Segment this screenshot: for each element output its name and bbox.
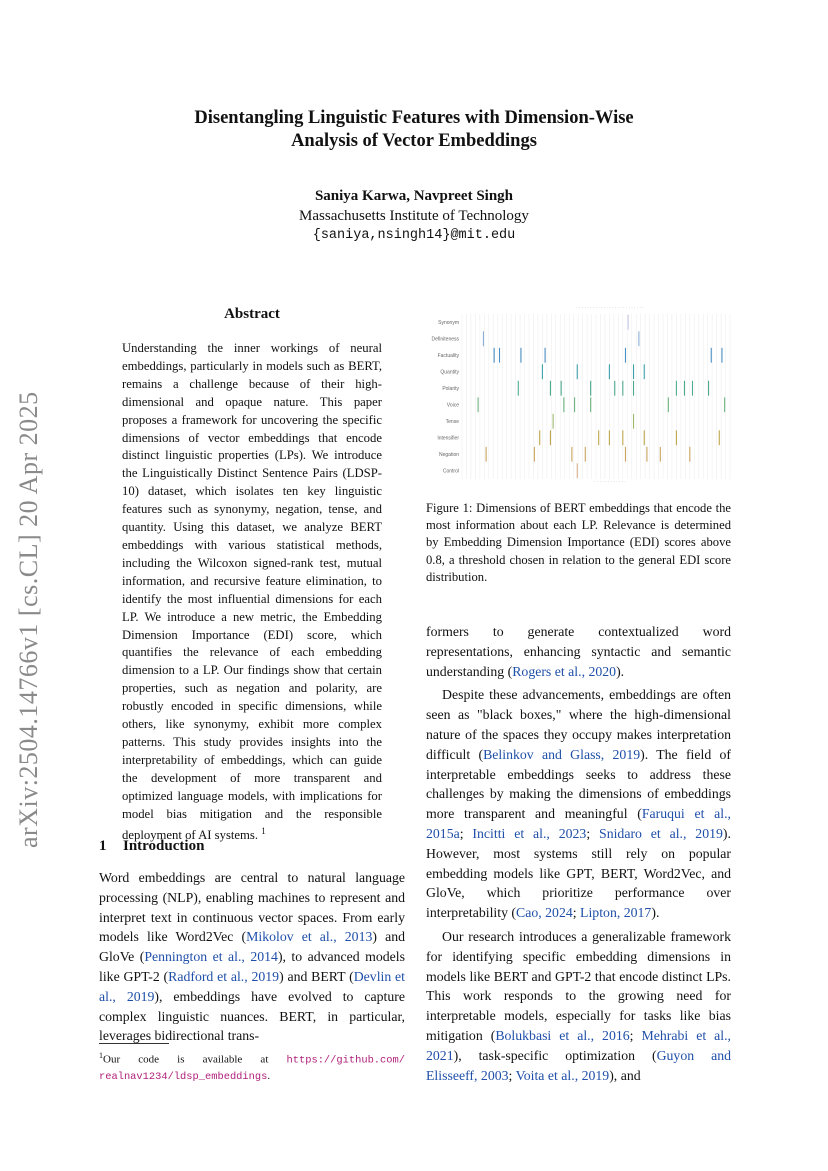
affiliation: Massachusetts Institute of Technology bbox=[299, 208, 529, 224]
figure-1-caption: Figure 1: Dimensions of BERT embeddings that encode the most information about each LP. Relevance is determined by Embedding Dimension Importance (EDI) scores above 0.8, a threshold chosen in relation to the general EDI score distribution. bbox=[426, 501, 731, 584]
right-column-text bbox=[426, 622, 731, 1085]
abstract-body: Understanding the inner workings of neural embeddings, particularly in models such as BERT, remains a challenge because of their high-dimensional and opaque nature. This paper proposes a framework for uncovering the specific dimensions of vector embeddings that encode distinct linguistic properties (LPs). We introduce the Linguistically Distinct Sentence Pairs (LDSP-10) dataset, which isolates ten key linguistic features such as synonymy, negation, tense, and quantity. Using this dataset, we analyze BERT embeddings with various statistical methods, including the Wilcoxon signed-rank test, mutual information, and recursive feature elimination, to identify the most influential dimensions for each LP. We introduce a new metric, the Embedding Dimension Importance (EDI) score, which quantifies the relevance of each embedding dimension to a LP. Our findings show that certain properties, such as negation and polarity, are robustly encoded in specific dimensions, while others, like synonymy, exhibit more complex patterns. This study provides insights into the interpretability of embeddings, which can guide the development of more transparent and optimized language models, with implications for model bias mitigation and the responsible deployment of AI systems. bbox=[122, 341, 382, 843]
citation-link[interactable]: Guyon and Elisseeff, 2003 bbox=[426, 1047, 731, 1083]
section-heading-introduction bbox=[99, 838, 204, 855]
intro-paragraph-3: Our research introduces a generalizable framework for identifying specific embedding dimensions in models like BERT and GPT-2 that encode distinct LPs. This work responds to the growing need for interpretable models, especially for tasks like bias mitigation (Bolukbasi et al., 2016; Mehrabi et al., 2021), task-specific optimization (Guyon and Elisseeff, 2003; Voita et al., 2019), and bbox=[426, 928, 731, 1083]
citation-link[interactable]: Incitti et al., 2023 bbox=[472, 825, 587, 841]
row-label: Control bbox=[442, 468, 459, 475]
section-number: 1 bbox=[99, 838, 107, 854]
abstract-heading: Abstract bbox=[224, 306, 280, 322]
row-label: Voice bbox=[446, 402, 459, 409]
citation-link[interactable]: Belinkov and Glass, 2019 bbox=[483, 746, 641, 762]
section-title: Introduction bbox=[123, 838, 205, 854]
row-label: Negation bbox=[438, 451, 459, 458]
intro-paragraph-1-continued: formers to generate contextualized word representations, enhancing syntactic and semantic understanding (Rogers et al., 2020). bbox=[426, 624, 731, 679]
email: {saniya,nsingh14}@mit.edu bbox=[312, 228, 516, 243]
citation-link[interactable]: Mehrabi et al., 2021 bbox=[426, 1027, 731, 1063]
paper-title bbox=[0, 107, 828, 153]
abstract-text bbox=[122, 340, 382, 846]
author-block bbox=[0, 186, 828, 246]
citation-link[interactable]: Pennington et al., 2014 bbox=[144, 949, 278, 965]
edi-heatmap-svg bbox=[424, 300, 736, 486]
title-line-1: Disentangling Linguistic Features with Dimension-Wise bbox=[194, 108, 634, 128]
citation-link[interactable]: Lipton, 2017 bbox=[580, 905, 652, 921]
author-names: Saniya Karwa, Navpreet Singh bbox=[314, 188, 514, 204]
citation-link[interactable]: Cao, 2024 bbox=[516, 905, 573, 921]
figure-1-dimension-chart bbox=[424, 300, 736, 486]
citation-link[interactable]: Mikolov et al., 2013 bbox=[246, 929, 373, 945]
citation-link[interactable]: Devlin et al., 2019 bbox=[99, 968, 405, 1004]
citation-link[interactable]: Bolukbasi et al., 2016 bbox=[495, 1027, 630, 1043]
left-column-text bbox=[99, 868, 405, 1046]
citation-link[interactable]: Voita et al., 2019 bbox=[515, 1067, 610, 1083]
row-label: Tense bbox=[445, 418, 459, 425]
footnote-mark[interactable]: 1 bbox=[261, 826, 266, 837]
citation-link[interactable]: Snidaro et al., 2019 bbox=[599, 825, 723, 841]
row-label: Synonym bbox=[438, 319, 459, 326]
citation-link[interactable]: Faruqui et al., 2015a bbox=[426, 806, 731, 841]
footnote: $^1$Our code is available at https://github.com/ realnav1234/ldsp_embeddings. bbox=[99, 1051, 405, 1083]
citation-link[interactable]: Rogers et al., 2020 bbox=[512, 663, 617, 679]
code-url-link[interactable]: https://github.com/ realnav1234/ldsp_embeddings bbox=[99, 1054, 405, 1083]
citation-link[interactable]: Radford et al., 2019 bbox=[168, 968, 280, 984]
intro-paragraph-1: Word embeddings are central to natural language processing (NLP), enabling machines to represent and interpret text in continuous vector spaces. From early models like Word2Vec (Mikolov et al., 2013) and GloVe (Pennington et al., 2014), to advanced models like GPT-2 (Radford et al., 2019) and BERT (Devlin et al., 2019), embeddings have evolved to capture complex linguistic nuances. BERT, in particular, leverages bidirectional trans- bbox=[99, 870, 406, 1044]
row-label: Factuality bbox=[437, 352, 459, 359]
intro-paragraph-2: Despite these advancements, embeddings are often seen as "black boxes," where the high-dimensional nature of the spaces they occupy makes interpretation difficult (Belinkov and Glass, 2019). The field of interpretable embeddings seeks to address these challenges by making the dimensions of embeddings more transparent and meaningful (Faruqui et al., 2015a; Incitti et al., 2023; Snidaro et al., 2019). However, most systems still rely on popular embedding models like GPT, BERT, Word2Vec, and GloVe, which prioritize performance over interpretability (Cao, 2024; Lipton, 2017). bbox=[426, 687, 731, 921]
arxiv-identifier-stamp: arXiv:2504.14766v1 [cs.CL] 20 Apr 2025 bbox=[14, 391, 43, 848]
row-label: Intensifier bbox=[437, 435, 459, 442]
row-label: Definiteness bbox=[431, 336, 459, 343]
chart-faint-xlabel: · · · · · · · · · · · · bbox=[594, 479, 626, 484]
footnote-rule bbox=[99, 1043, 169, 1044]
row-label: Polarity bbox=[442, 385, 459, 392]
title-line-2: Analysis of Vector Embeddings bbox=[291, 131, 537, 151]
row-label: Quantity bbox=[440, 369, 459, 376]
chart-faint-title: · · · · · · · · · · · · · · · · · · · · · · · · · bbox=[576, 305, 644, 310]
